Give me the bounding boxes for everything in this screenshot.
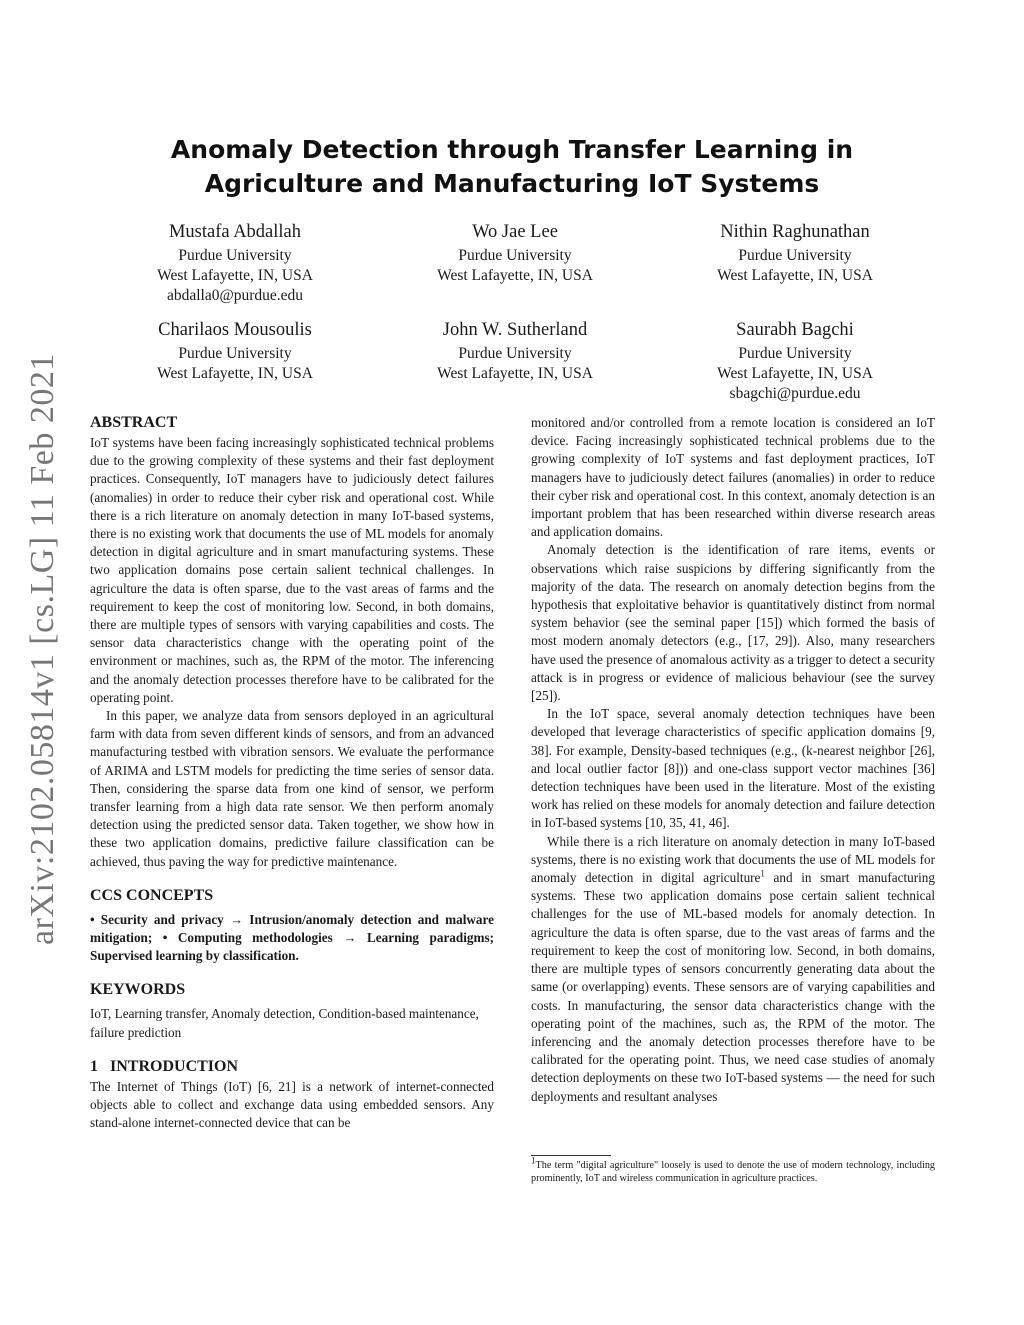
footnote-marker: 1 [760,868,765,879]
author-location: West Lafayette, IN, USA [157,365,313,382]
author-block [655,316,935,404]
author-name: John W. Sutherland [442,320,588,340]
keywords-heading: KEYWORDS [90,981,186,999]
left-column [90,412,494,1133]
abstract-paragraph: In this paper, we analyze data from sensors deployed in an agricultural farm with data from seven different kinds of sensors, and from an advanced manufacturing testbed with vibration sensors. We evaluate the performance of ARIMA and LSTM models for predicting the time series of sensor data. Then, considering the sparse data from one kind of sensor, we perform transfer learning from a high data rate sensor. We then perform anomaly detection using the predicted sensor data. Taken together, we show how in these two application domains, predictive failure classification can be achieved, thus paving the way for predictive maintenance. [90,708,494,869]
author-name: Nithin Raghunathan [720,222,870,242]
author-block [375,218,655,306]
footnote [531,1155,935,1185]
author-location: West Lafayette, IN, USA [717,365,873,382]
ccs-heading: CCS CONCEPTS [90,886,214,904]
intro-paragraph: In the IoT space, several anomaly detection techniques have been developed that leverage characteristics of specific application domains [9, 38]. For example, Density-based techniques (e.g., (k-nearest neighbor [26], and local outlier factor [8])) and one-class support vector machines [36] detection techniques have been used in the literature. Most of the existing work has relied on these models for anomaly detection and failure detection in IoT-based systems [10, 35, 41, 46]. [531,706,935,831]
authors-row-2 [95,316,935,404]
author-affiliation: Purdue University [458,247,572,264]
author-affiliation: Purdue University [178,247,292,264]
author-location: West Lafayette, IN, USA [437,267,593,284]
footnote-number: 1 [531,1155,536,1166]
author-name: Wo Jae Lee [472,222,558,242]
intro-text: and in smart manufacturing systems. These two application domains pose certain salient technical challenges for the use of ML-based models for anomaly detection. In agriculture the data is often sparse, due to the vast areas of farms and the requirement to keep the cost of monitoring low. Second, in both domains, there are multiple types of sensors concurrently generating data about the same (or overlapping) events. These sensors are of varying capabilities and costs. In manufacturing, the sensor data characteristics change with the operating point of the machines, such as, the RPM of the motor. The inferencing and the anomaly detection processes therefore have to be calibrated for the operating point. Thus, we need case studies of anomaly detection deployments on these two IoT-based systems — the need for such deployments and resultant analyses [531,870,935,1104]
intro-paragraph: Anomaly detection is the identification of rare items, events or observations which raise suspicions by differing significantly from the majority of the data. The research on anomaly detection begins from the hypothesis that exploitative behavior is quantitatively distinct from normal system behavior (see the seminal paper [15]) which formed the basis of most modern anomaly detectors (e.g., [17, 29]). Also, many researchers have used the presence of anomalous activity as a trigger to detect a security attack is in progress or evidence of malicious behaviour (see the survey [25]). [531,542,935,704]
abstract-paragraph: IoT systems have been facing increasingly sophisticated technical problems due to the growing complexity of these systems and their fast deployment practices. Consequently, IoT managers have to judiciously detect failures (anomalies) in order to reduce their cyber risk and operational cost. While there is a rich literature on anomaly detection in many IoT-based systems, there is no existing work that documents the use of ML models for anomaly detection in digital agriculture and in smart manufacturing systems. These two application domains pose certain salient technical challenges. In agriculture the data is often sparse, due to the vast areas of farms and the requirement to keep the cost of monitoring low. Second, in both domains, there are multiple types of sensors with varying capabilities and costs. The sensor data characteristics change with the operating point of the environment or machines, such as, the RPM of the motor. The inferencing and the anomaly detection processes therefore have to be calibrated for the operating point. [90,435,494,705]
author-email: abdalla0@purdue.edu [166,287,304,304]
intro-paragraph: The Internet of Things (IoT) [6, 21] is a network of internet-connected objects able to collect and exchange data using embedded sensors. Any stand-alone internet-connected device that can be [90,1078,494,1131]
intro-paragraph [531,833,935,1106]
ccs-concepts: • Security and privacy → Intrusion/anomaly detection and malware mitigation; • Computing methodologies → Learning paradigms; Supervised learning by classification. [90,911,494,964]
keywords-text: IoT, Learning transfer, Anomaly detection, Condition-based maintenance, failure prediction [90,1006,479,1040]
author-location: West Lafayette, IN, USA [437,365,593,382]
author-block [95,316,375,404]
intro-paragraph: monitored and/or controlled from a remote location is considered an IoT device. Facing increasingly sophisticated technical problems due to the growing complexity of IoT systems and fast deployment practices, IoT managers have to judiciously detect failures (anomalies) in order to reduce their cyber risk and operational cost. In this context, anomaly detection is an important problem that has been researched within diverse research areas and application domains. [531,415,935,540]
authors-row-1 [95,218,935,306]
author-block [655,218,935,306]
footnote-divider [531,1155,611,1156]
author-location: West Lafayette, IN, USA [717,267,873,284]
author-affiliation: Purdue University [738,345,852,362]
author-location: West Lafayette, IN, USA [157,267,313,284]
intro-text: While there is a rich literature on anomaly detection in many IoT-based systems, there is no existing work that documents the use of ML models for anomaly detection in digital agriculture [531,833,935,886]
author-block [95,218,375,306]
author-name: Mustafa Abdallah [168,222,302,242]
author-block [375,316,655,404]
footnote-text: The term "digital agriculture" loosely is used to denote the use of modern technology, including prominently, IoT and wireless communication in agriculture practices. [531,1160,935,1184]
author-email: sbagchi@purdue.edu [729,385,861,402]
right-column [531,414,935,1106]
author-name: Charilaos Mousoulis [158,320,312,340]
arxiv-identifier: arXiv:2102.05814v1 [cs.LG] 11 Feb 2021 [24,353,61,945]
author-affiliation: Purdue University [178,345,292,362]
introduction-heading: 1 INTRODUCTION [90,1057,239,1075]
abstract-heading: ABSTRACT [90,414,178,431]
author-name: Saurabh Bagchi [736,320,854,340]
author-affiliation: Purdue University [738,247,852,264]
author-affiliation: Purdue University [458,345,572,362]
paper-title: Anomaly Detection through Transfer Learning in Agriculture and Manufacturing IoT Systems [170,135,854,198]
